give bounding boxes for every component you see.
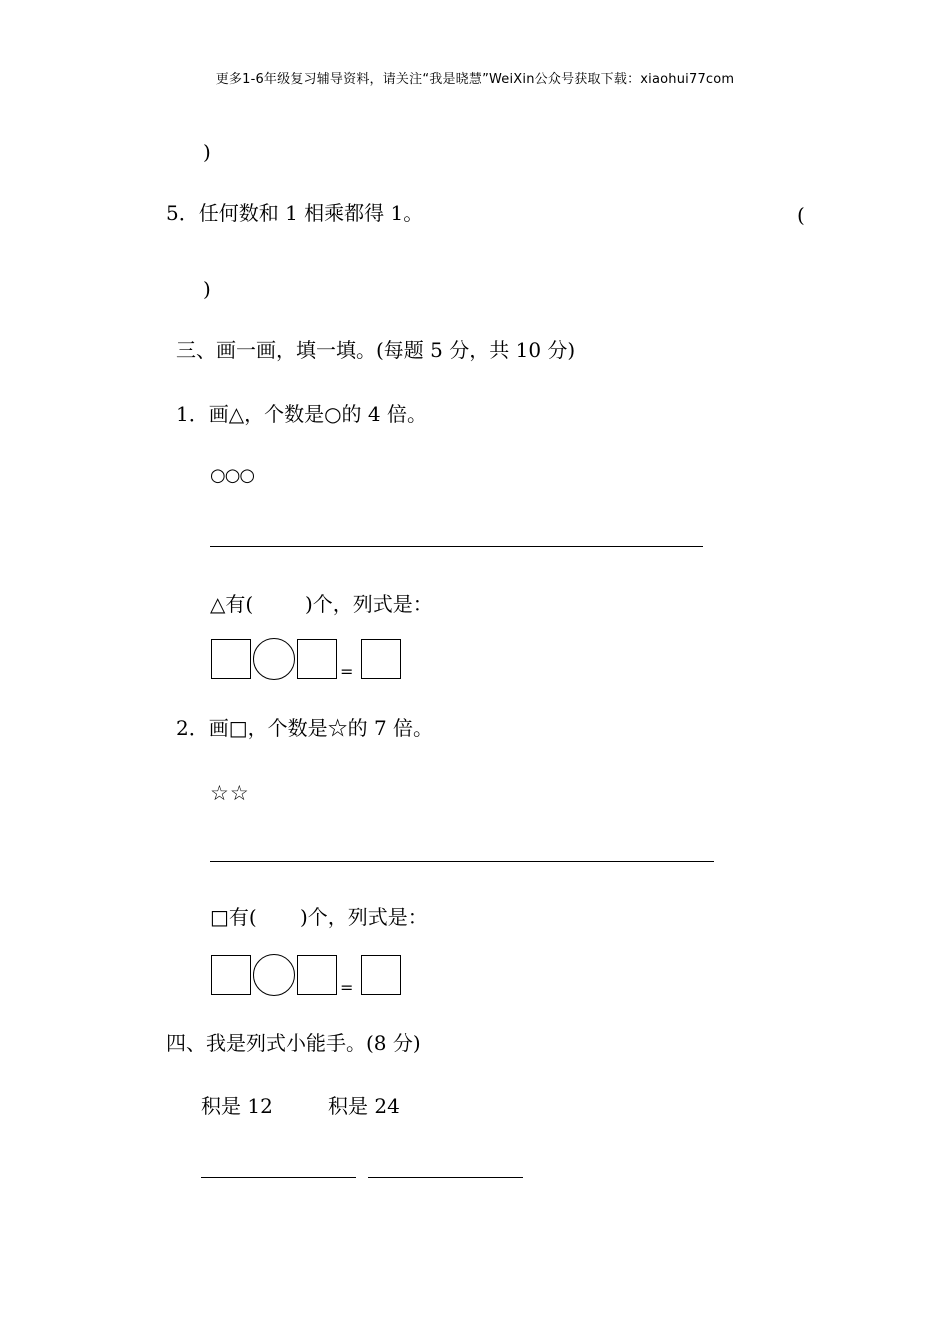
s3-q1-answer-prefix: △有( xyxy=(210,592,254,616)
s3-q1-operator-circle[interactable] xyxy=(253,638,295,680)
s3-q1-text: 1．画△，个数是○的 4 倍。 xyxy=(176,402,427,426)
s4-label-product-24: 积是 24 xyxy=(328,1094,400,1118)
q5-close-paren: ) xyxy=(203,277,211,301)
s3-q1-count-blank[interactable] xyxy=(277,592,307,616)
q5-text: 5．任何数和 1 相乘都得 1。 xyxy=(166,201,424,225)
s3-q2-equals: = xyxy=(340,978,354,997)
s3-q2-count-blank[interactable] xyxy=(272,905,302,929)
page-header: 更多1-6年级复习辅导资料，请关注“我是晓慧”WeiXin公众号获取下载：xiaohui77com xyxy=(215,72,735,87)
s3-q2-box-2[interactable] xyxy=(297,955,337,995)
s3-q1-equals: = xyxy=(340,662,354,681)
q4-close-paren: ) xyxy=(203,140,211,164)
s3-q2-box-1[interactable] xyxy=(211,955,251,995)
s3-q2-text: 2．画□，个数是☆的 7 倍。 xyxy=(176,716,434,740)
section4-title: 四、我是列式小能手。(8 分) xyxy=(166,1031,421,1055)
s3-q2-stars: ☆☆ xyxy=(210,781,250,805)
s3-q2-answer-prefix: □有( xyxy=(210,905,257,929)
s3-q2-answer-suffix: )个，列式是： xyxy=(300,905,428,929)
s3-q1-answer-suffix: )个，列式是： xyxy=(305,592,433,616)
section3-title: 三、画一画，填一填。(每题 5 分，共 10 分) xyxy=(176,338,576,362)
s3-q1-box-3[interactable] xyxy=(361,639,401,679)
s4-answer-line-a[interactable] xyxy=(201,1177,356,1178)
s3-q1-box-1[interactable] xyxy=(211,639,251,679)
q5-open-paren: ( xyxy=(797,203,805,227)
s4-label-product-12: 积是 12 xyxy=(201,1094,273,1118)
s3-q2-operator-circle[interactable] xyxy=(253,954,295,996)
s3-q1-box-2[interactable] xyxy=(297,639,337,679)
s3-q2-drawing-line[interactable] xyxy=(210,861,714,862)
s4-answer-line-b[interactable] xyxy=(368,1177,523,1178)
s3-q1-circles: ○○○ xyxy=(210,465,255,486)
s3-q2-box-3[interactable] xyxy=(361,955,401,995)
s3-q1-drawing-line[interactable] xyxy=(210,546,703,547)
